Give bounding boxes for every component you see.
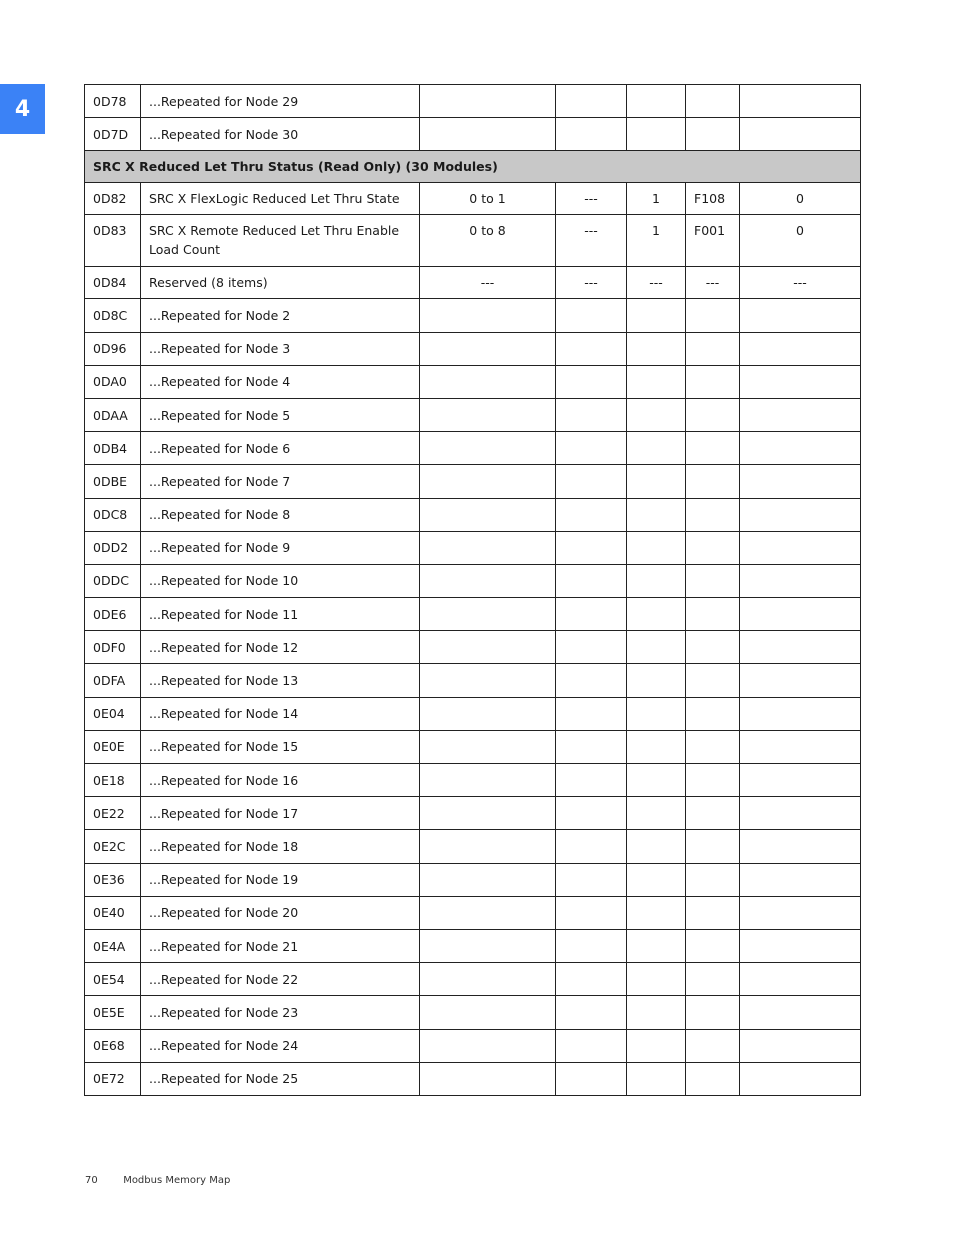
empty-cell [686,963,740,996]
empty-cell [627,896,686,929]
empty-cell [420,929,556,962]
page-number: 70 [85,1175,98,1186]
table-row [85,996,861,1029]
table-row [85,1029,861,1062]
empty-cell [740,863,861,896]
address-cell: 0E18 [85,764,141,797]
table-row [85,332,861,365]
address-cell: 0D8C [85,299,141,332]
table-row [85,564,861,597]
empty-cell [740,465,861,498]
empty-cell [627,1029,686,1062]
address-cell: 0DD2 [85,531,141,564]
empty-cell [686,996,740,1029]
empty-cell [627,830,686,863]
empty-cell [740,598,861,631]
table-row [85,215,861,267]
empty-cell [556,1029,627,1062]
section-header: SRC X Reduced Let Thru Status (Read Only) (30 Modules) [85,151,861,183]
default-cell: 0 [740,215,861,267]
address-cell: 0D78 [85,85,141,118]
description-cell: ...Repeated for Node 22 [141,963,420,996]
empty-cell [420,598,556,631]
table-row [85,398,861,431]
empty-cell [740,365,861,398]
empty-cell [627,730,686,763]
empty-cell [627,863,686,896]
address-cell: 0D83 [85,215,141,267]
description-cell: ...Repeated for Node 11 [141,598,420,631]
empty-cell [556,1062,627,1095]
empty-cell [686,730,740,763]
address-cell: 0E68 [85,1029,141,1062]
empty-cell [740,299,861,332]
empty-cell [420,631,556,664]
step-cell: --- [627,267,686,299]
description-cell: ...Repeated for Node 8 [141,498,420,531]
chapter-tab: 4 [0,84,45,134]
description-cell: ...Repeated for Node 9 [141,531,420,564]
empty-cell [740,764,861,797]
empty-cell [420,332,556,365]
description-cell: ...Repeated for Node 14 [141,697,420,730]
empty-cell [686,797,740,830]
table-row [85,664,861,697]
empty-cell [420,1062,556,1095]
table-row [85,183,861,215]
empty-cell [627,929,686,962]
address-cell: 0E4A [85,929,141,962]
memory-map-table [84,84,861,1096]
empty-cell [686,465,740,498]
empty-cell [556,730,627,763]
empty-cell [420,896,556,929]
table-row [85,118,861,151]
empty-cell [420,697,556,730]
empty-cell [686,929,740,962]
default-cell: --- [740,267,861,299]
empty-cell [420,531,556,564]
address-cell: 0DFA [85,664,141,697]
empty-cell [740,631,861,664]
address-cell: 0DA0 [85,365,141,398]
empty-cell [686,764,740,797]
address-cell: 0DB4 [85,432,141,465]
empty-cell [740,531,861,564]
address-cell: 0E22 [85,797,141,830]
empty-cell [686,1062,740,1095]
table-row [85,267,861,299]
address-cell: 0DDC [85,564,141,597]
empty-cell [686,564,740,597]
empty-cell [556,365,627,398]
empty-cell [627,598,686,631]
address-cell: 0DC8 [85,498,141,531]
empty-cell [686,531,740,564]
empty-cell [740,929,861,962]
empty-cell [627,797,686,830]
range-cell: --- [420,267,556,299]
empty-cell [627,498,686,531]
step-cell: 1 [627,183,686,215]
empty-cell [740,498,861,531]
description-cell: ...Repeated for Node 3 [141,332,420,365]
empty-cell [627,963,686,996]
empty-cell [686,863,740,896]
empty-cell [420,996,556,1029]
empty-cell [556,764,627,797]
description-cell: ...Repeated for Node 2 [141,299,420,332]
description-cell: ...Repeated for Node 13 [141,664,420,697]
empty-cell [686,498,740,531]
empty-cell [420,764,556,797]
address-cell: 0DBE [85,465,141,498]
description-cell: ...Repeated for Node 16 [141,764,420,797]
table-row [85,299,861,332]
empty-cell [556,598,627,631]
empty-cell [627,332,686,365]
description-cell: ...Repeated for Node 12 [141,631,420,664]
empty-cell [420,365,556,398]
empty-cell [556,830,627,863]
address-cell: 0E36 [85,863,141,896]
empty-cell [556,697,627,730]
empty-cell [627,631,686,664]
units-cell: --- [556,267,627,299]
format-cell: --- [686,267,740,299]
empty-cell [740,996,861,1029]
empty-cell [556,564,627,597]
empty-cell [627,1062,686,1095]
empty-cell [556,299,627,332]
empty-cell [420,465,556,498]
empty-cell [556,398,627,431]
empty-cell [686,365,740,398]
empty-cell [627,996,686,1029]
description-cell: ...Repeated for Node 18 [141,830,420,863]
table-row [85,863,861,896]
description-cell: ...Repeated for Node 25 [141,1062,420,1095]
empty-cell [740,1029,861,1062]
empty-cell [420,863,556,896]
table-row [85,598,861,631]
address-cell: 0E40 [85,896,141,929]
empty-cell [420,299,556,332]
empty-cell [740,730,861,763]
empty-cell [686,664,740,697]
empty-cell [740,432,861,465]
empty-cell [556,631,627,664]
empty-cell [627,564,686,597]
range-cell: 0 to 1 [420,183,556,215]
empty-cell [740,697,861,730]
address-cell: 0E5E [85,996,141,1029]
address-cell: 0E2C [85,830,141,863]
empty-cell [556,332,627,365]
table-row [85,365,861,398]
table-row [85,1062,861,1095]
address-cell: 0E72 [85,1062,141,1095]
empty-cell [686,830,740,863]
empty-cell [420,564,556,597]
table-row [85,465,861,498]
address-cell: 0D82 [85,183,141,215]
table-row [85,631,861,664]
empty-cell [627,465,686,498]
table-row [85,797,861,830]
empty-cell [556,963,627,996]
format-cell: F001 [686,215,740,267]
empty-cell [420,797,556,830]
table-row [85,85,861,118]
empty-cell [686,896,740,929]
units-cell: --- [556,183,627,215]
table-row [85,531,861,564]
table-row [85,697,861,730]
empty-cell [556,863,627,896]
section-header-row [85,151,861,183]
description-cell: ...Repeated for Node 21 [141,929,420,962]
address-cell: 0E04 [85,697,141,730]
table-row [85,764,861,797]
empty-cell [740,564,861,597]
empty-cell [686,1029,740,1062]
table-row [85,963,861,996]
empty-cell [556,531,627,564]
empty-cell [420,1029,556,1062]
empty-cell [556,797,627,830]
empty-cell [740,664,861,697]
empty-cell [627,664,686,697]
empty-cell [740,797,861,830]
description-cell: ...Repeated for Node 7 [141,465,420,498]
empty-cell [420,830,556,863]
empty-cell [420,432,556,465]
units-cell: --- [556,215,627,267]
empty-cell [686,697,740,730]
table-row [85,896,861,929]
description-cell: ...Repeated for Node 23 [141,996,420,1029]
empty-cell [420,664,556,697]
address-cell: 0DF0 [85,631,141,664]
description-cell: ...Repeated for Node 24 [141,1029,420,1062]
address-cell: 0DAA [85,398,141,431]
table-row [85,432,861,465]
empty-cell [740,1062,861,1095]
range-cell: 0 to 8 [420,215,556,267]
step-cell: 1 [627,215,686,267]
empty-cell [556,896,627,929]
address-cell: 0DE6 [85,598,141,631]
description-cell: SRC X Remote Reduced Let Thru Enable Load Count [141,215,420,267]
empty-cell [627,398,686,431]
empty-cell [627,697,686,730]
address-cell: 0E54 [85,963,141,996]
address-cell: 0D7D [85,118,141,151]
empty-cell [686,332,740,365]
address-cell: 0D96 [85,332,141,365]
empty-cell [686,631,740,664]
empty-cell [686,398,740,431]
description-cell: ...Repeated for Node 15 [141,730,420,763]
empty-cell [627,365,686,398]
empty-cell [740,896,861,929]
empty-cell [420,498,556,531]
description-cell: ...Repeated for Node 20 [141,896,420,929]
table-row [85,730,861,763]
address-cell: 0D84 [85,267,141,299]
empty-cell [556,465,627,498]
description-cell: ...Repeated for Node 29 [141,85,420,118]
empty-cell [627,432,686,465]
empty-cell [627,299,686,332]
empty-cell [556,498,627,531]
description-cell: ...Repeated for Node 10 [141,564,420,597]
empty-cell [686,299,740,332]
format-cell: F108 [686,183,740,215]
empty-cell [627,764,686,797]
table-row [85,830,861,863]
empty-cell [420,963,556,996]
empty-cell [556,929,627,962]
empty-cell [420,730,556,763]
description-cell: ...Repeated for Node 30 [141,118,420,151]
footer-section-title: Modbus Memory Map [123,1175,231,1186]
description-cell: ...Repeated for Node 5 [141,398,420,431]
empty-cell [556,996,627,1029]
description-cell: ...Repeated for Node 17 [141,797,420,830]
default-cell: 0 [740,183,861,215]
empty-cell [420,398,556,431]
empty-cell [740,830,861,863]
empty-cell [740,332,861,365]
description-cell: SRC X FlexLogic Reduced Let Thru State [141,183,420,215]
table-row [85,929,861,962]
description-cell: ...Repeated for Node 19 [141,863,420,896]
description-cell: ...Repeated for Node 6 [141,432,420,465]
address-cell: 0E0E [85,730,141,763]
empty-cell [686,598,740,631]
empty-cell [740,963,861,996]
empty-cell [740,398,861,431]
table-row [85,498,861,531]
empty-cell [556,664,627,697]
empty-cell [556,432,627,465]
page-footer [85,1175,230,1186]
empty-cell [686,432,740,465]
description-cell: Reserved (8 items) [141,267,420,299]
empty-cell [627,531,686,564]
description-cell: ...Repeated for Node 4 [141,365,420,398]
